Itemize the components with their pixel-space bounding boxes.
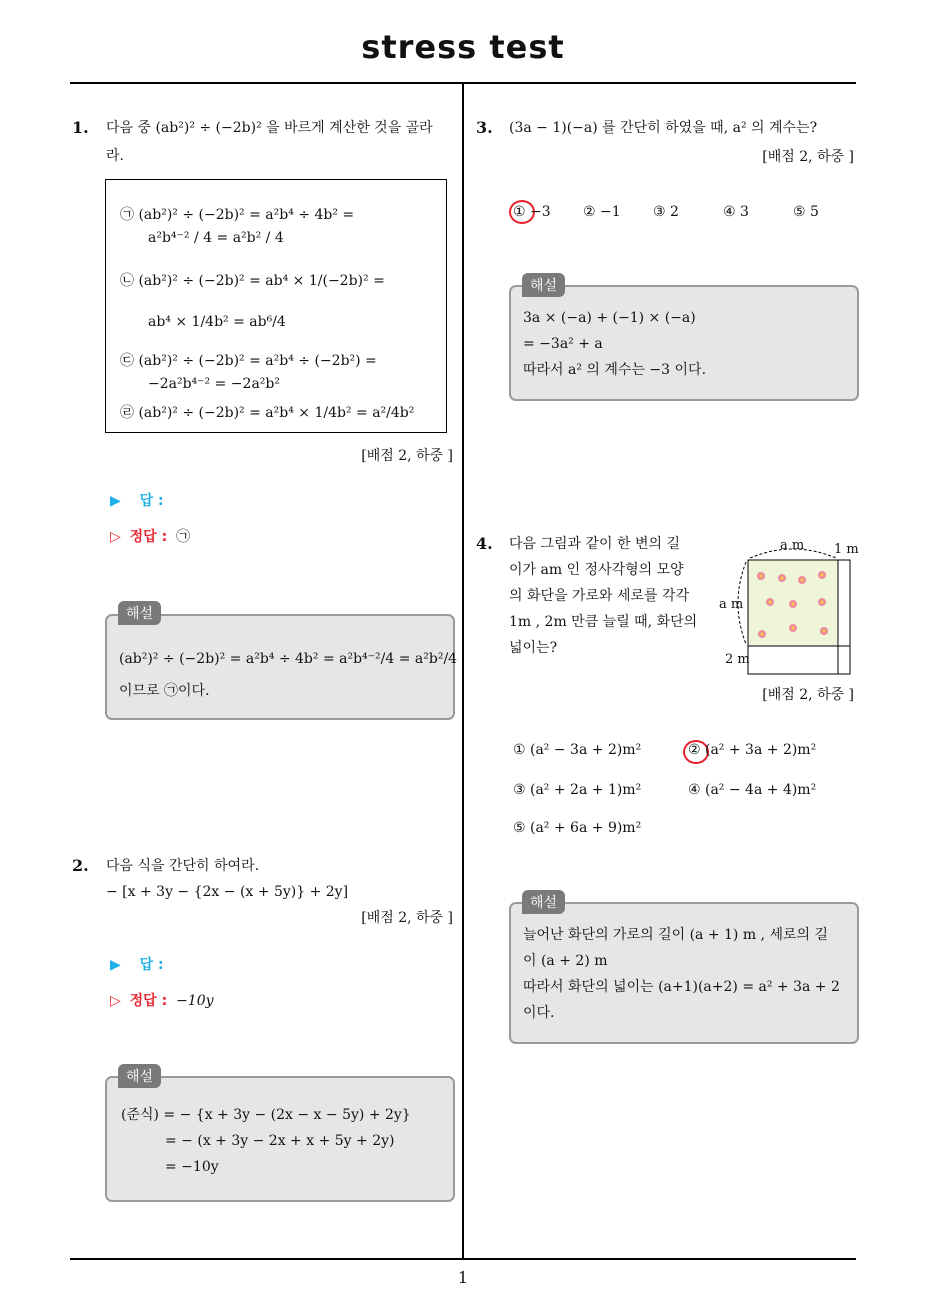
triangle-outline-icon: ▷ [110,529,121,545]
q1-correct-label: 정답 : [129,529,168,545]
play-icon: ▶ [110,493,121,509]
q1-text-line1: 다음 중 (ab²)² ÷ (−2b)² 을 바르게 계산한 것을 골라 [106,120,433,136]
q3-choice-5[interactable]: ⑤ 5 [793,204,819,220]
q3-choice-1[interactable]: ① −3 [513,204,551,220]
q1-solution-tag: 해설 [118,601,161,625]
q1-answer-label: 답 : [139,493,164,509]
q4-solution-line2: 이 (a + 2) m [523,953,608,969]
q3-text-line1: (3a − 1)(−a) 를 간단히 하였을 때, a² 의 계수는? [509,120,818,136]
q3-number: 3. [476,118,493,137]
page-title: stress test [361,28,565,66]
q4-text-line3: 의 화단을 가로와 세로를 각각 [509,588,690,604]
q2-answer-row [110,954,164,974]
q3-choice-2[interactable]: ② −1 [583,204,621,220]
q2-solution-box [105,1076,455,1202]
q2-correct-value: −10y [176,993,214,1009]
q4-number: 4. [476,534,493,553]
q2-solution-line3: = −10y [165,1159,219,1175]
q2-solution-tag: 해설 [118,1064,161,1088]
q1-solution-box [105,614,458,720]
q4-fig-label-right: 1 m [834,542,859,557]
q1-option-a-line2: a²b⁴⁻² / 4 = a²b² / 4 [148,230,284,246]
column-divider [462,83,464,1260]
q4-text-line4: 1m , 2m 만큼 늘릴 때, 화단의 [509,614,698,630]
q4-solution-line4: 이다. [523,1005,555,1021]
q2-solution-line2: = − (x + 3y − 2x + x + 5y + 2y) [165,1133,395,1149]
q2-solution-line1: (준식) = − {x + 3y − (2x − x − 5y) + 2y} [121,1107,411,1123]
q3-score: [배점 2, 하중 ] [762,149,854,165]
page-number: 1 [457,1268,469,1287]
q3-solution-line2: = −3a² + a [523,336,603,352]
q3-solution-box [509,285,859,401]
q2-text-line2: − [x + 3y − {2x − (x + 5y)} + 2y] [106,884,349,900]
q1-score: [배점 2, 하중 ] [361,448,453,464]
q1-solution-line1: (ab²)² ÷ (−2b)² = a²b⁴ ÷ 4b² = a²b⁴⁻²/4 = a²b²/4 [119,651,458,667]
q3-solution-tag: 해설 [522,273,565,297]
q1-option-c-line2: −2a²b⁴⁻² = −2a²b² [148,376,280,392]
q4-text-line5: 넓이는? [509,640,558,656]
q4-choice-2[interactable]: ② (a² + 3a + 2)m² [688,742,817,758]
q3-solution-line1: 3a × (−a) + (−1) × (−a) [523,310,696,326]
q4-text-line1: 다음 그림과 같이 한 변의 길 [509,536,681,552]
q3-choice-3[interactable]: ③ 2 [653,204,679,220]
q4-fig-label-bottom: 2 m [725,652,750,667]
q1-option-a-line1: ㉠ (ab²)² ÷ (−2b)² = a²b⁴ ÷ 4b² = [120,207,355,223]
q1-option-b-line1: ㉡ (ab²)² ÷ (−2b)² = ab⁴ × 1/(−2b)² = [120,273,385,289]
footer-rule [70,1258,856,1260]
q4-solution-box [509,902,859,1044]
q2-number: 2. [72,856,89,875]
q3-solution-line3: 따라서 a² 의 계수는 −3 이다. [523,362,707,378]
q2-correct-label: 정답 : [129,993,168,1009]
q4-solution-tag: 해설 [522,890,565,914]
q4-choice-1[interactable]: ① (a² − 3a + 2)m² [513,742,642,758]
q4-choice-3[interactable]: ③ (a² + 2a + 1)m² [513,782,642,798]
q4-choice-4[interactable]: ④ (a² − 4a + 4)m² [688,782,817,798]
q1-option-c-line1: ㉢ (ab²)² ÷ (−2b)² = a²b⁴ ÷ (−2b²) = [120,353,377,369]
q4-fig-label-top: a m [780,538,805,553]
q1-correct-value: ㉠ [176,529,191,545]
q1-option-d: ㉣ (ab²)² ÷ (−2b)² = a²b⁴ × 1/4b² = a²/4b² [120,405,415,421]
triangle-outline-icon: ▷ [110,993,121,1009]
q1-text-line2: 라. [106,148,124,164]
q1-answer-row [110,490,164,510]
q4-score: [배점 2, 하중 ] [762,687,854,703]
q2-answer-label: 답 : [139,957,164,973]
q1-solution-line2: 이므로 ㉠이다. [119,683,210,699]
q1-correct-row [110,526,190,546]
q4-fig-label-left: a m [719,597,744,612]
q2-score: [배점 2, 하중 ] [361,910,453,926]
q4-solution-line1: 늘어난 화단의 가로의 길이 (a + 1) m , 세로의 길 [523,927,828,943]
q4-solution-line3: 따라서 화단의 넓이는 (a+1)(a+2) = a² + 3a + 2 [523,979,840,995]
play-icon: ▶ [110,957,121,973]
q1-number: 1. [72,118,89,137]
q1-option-b-line2: ab⁴ × 1/4b² = ab⁶/4 [148,314,286,330]
q2-text-line1: 다음 식을 간단히 하여라. [106,858,260,874]
q1-options-box [105,179,447,433]
q4-text-line2: 이가 am 인 정사각형의 모양 [509,562,684,578]
q3-choice-4[interactable]: ④ 3 [723,204,749,220]
q4-choice-5[interactable]: ⑤ (a² + 6a + 9)m² [513,820,642,836]
q2-correct-row [110,990,214,1010]
